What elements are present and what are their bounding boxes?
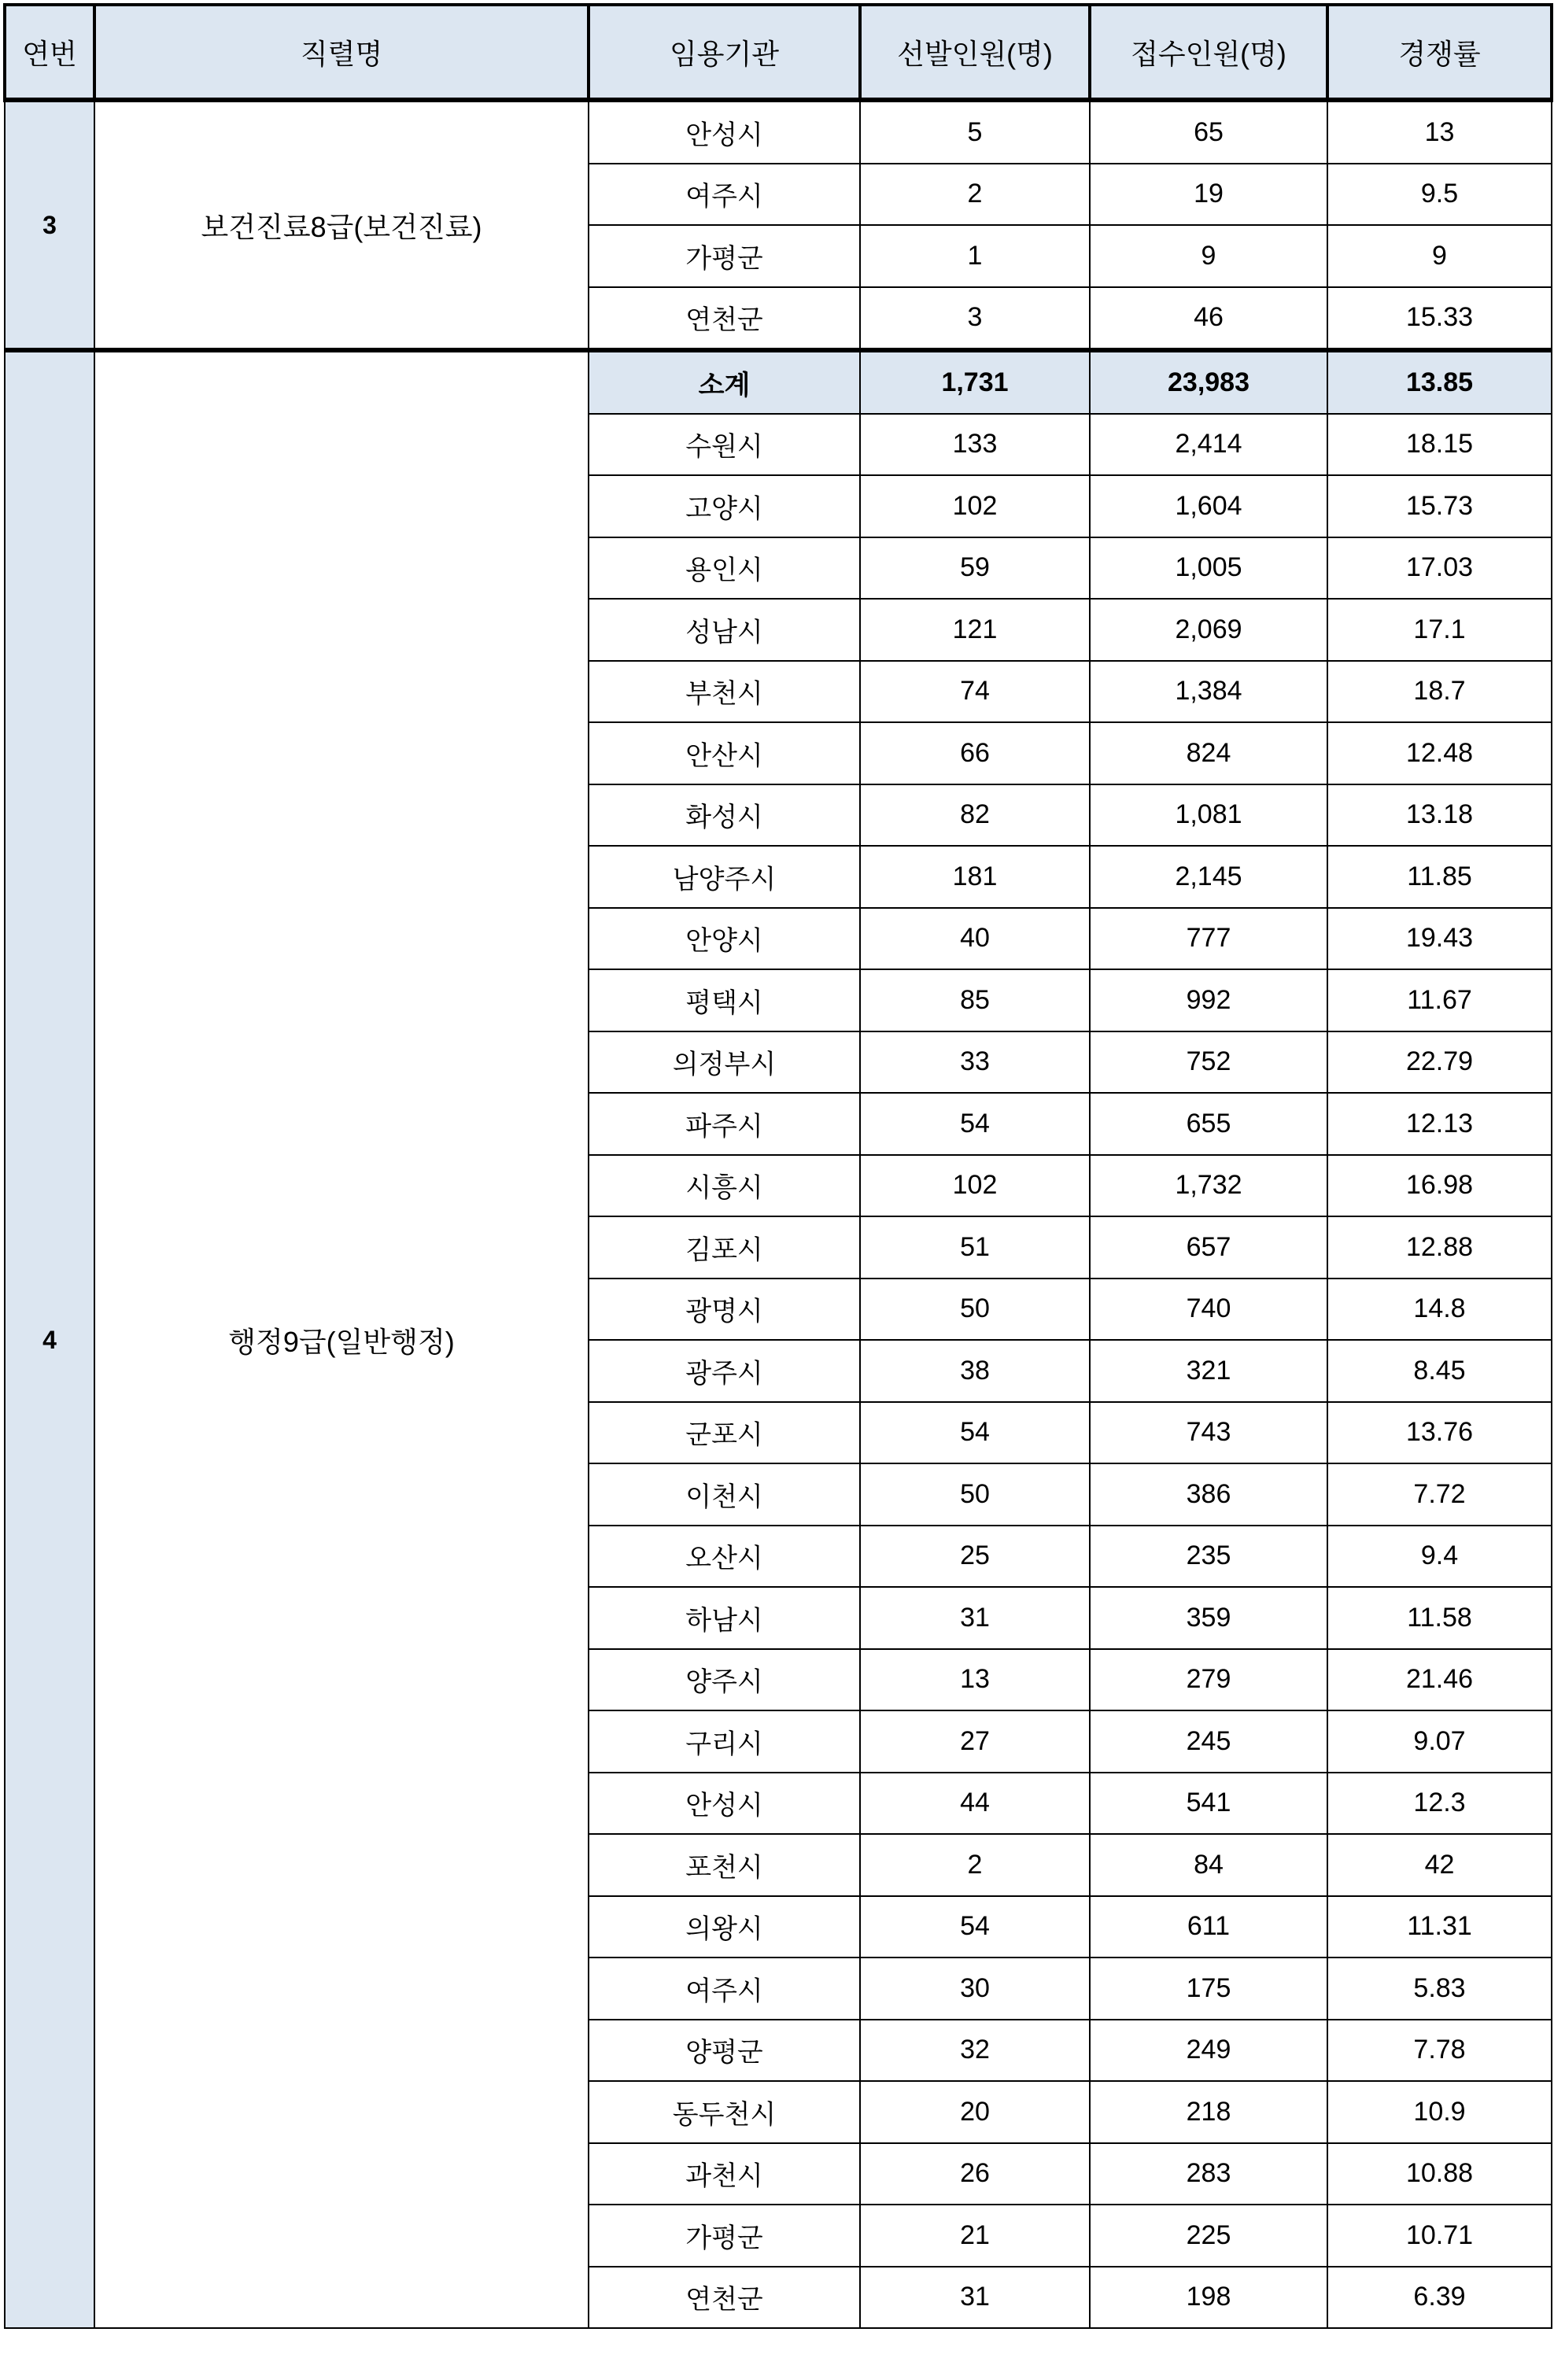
rate-cell: 14.8: [1327, 1279, 1552, 1341]
applicants-cell: 740: [1090, 1279, 1327, 1341]
agency-cell: 광명시: [589, 1279, 860, 1341]
applicants-cell: 235: [1090, 1526, 1327, 1588]
selected-cell: 33: [860, 1031, 1090, 1094]
header-serial-number: 연번: [5, 5, 94, 100]
rate-cell: 9.5: [1327, 164, 1552, 226]
header-competition-rate: 경쟁률: [1327, 5, 1552, 100]
agency-cell: 화성시: [589, 784, 860, 847]
selected-cell: 26: [860, 2143, 1090, 2205]
rate-cell: 9: [1327, 225, 1552, 287]
agency-cell: 의정부시: [589, 1031, 860, 1094]
selected-cell: 5: [860, 100, 1090, 164]
selected-cell: 54: [860, 1402, 1090, 1464]
applicants-cell: 752: [1090, 1031, 1327, 1094]
selected-cell: 3: [860, 287, 1090, 351]
rate-cell: 42: [1327, 1834, 1552, 1896]
rate-cell: 11.85: [1327, 846, 1552, 908]
applicants-cell: 23,983: [1090, 350, 1327, 414]
selected-cell: 2: [860, 164, 1090, 226]
rate-cell: 13.18: [1327, 784, 1552, 847]
selected-cell: 31: [860, 1587, 1090, 1649]
agency-cell: 연천군: [589, 287, 860, 351]
agency-cell: 오산시: [589, 1526, 860, 1588]
applicants-cell: 1,384: [1090, 661, 1327, 723]
applicants-cell: 175: [1090, 1958, 1327, 2020]
selected-cell: 66: [860, 722, 1090, 784]
rate-cell: 11.31: [1327, 1896, 1552, 1958]
applicants-cell: 359: [1090, 1587, 1327, 1649]
header-job-series: 직렬명: [94, 5, 589, 100]
applicants-cell: 1,604: [1090, 475, 1327, 537]
applicants-cell: 992: [1090, 969, 1327, 1031]
rate-cell: 9.07: [1327, 1710, 1552, 1773]
applicants-cell: 2,145: [1090, 846, 1327, 908]
applicants-cell: 743: [1090, 1402, 1327, 1464]
applicants-cell: 655: [1090, 1093, 1327, 1155]
agency-cell: 양평군: [589, 2020, 860, 2082]
applicants-cell: 46: [1090, 287, 1327, 351]
rate-cell: 17.1: [1327, 599, 1552, 661]
rate-cell: 10.9: [1327, 2081, 1552, 2143]
applicants-cell: 218: [1090, 2081, 1327, 2143]
job-series-cell: 보건진료8급(보건진료): [94, 100, 589, 350]
selected-cell: 133: [860, 414, 1090, 476]
rate-cell: 22.79: [1327, 1031, 1552, 1094]
selected-cell: 21: [860, 2205, 1090, 2267]
agency-cell: 여주시: [589, 164, 860, 226]
rate-cell: 12.3: [1327, 1773, 1552, 1835]
agency-cell: 안성시: [589, 1773, 860, 1835]
agency-cell: 구리시: [589, 1710, 860, 1773]
rate-cell: 15.33: [1327, 287, 1552, 351]
selected-cell: 51: [860, 1216, 1090, 1279]
agency-cell: 이천시: [589, 1463, 860, 1526]
rate-cell: 10.71: [1327, 2205, 1552, 2267]
selected-cell: 40: [860, 908, 1090, 970]
rate-cell: 18.7: [1327, 661, 1552, 723]
selected-cell: 85: [860, 969, 1090, 1031]
agency-cell: 여주시: [589, 1958, 860, 2020]
selected-cell: 102: [860, 1155, 1090, 1217]
rate-cell: 6.39: [1327, 2267, 1552, 2329]
selected-cell: 82: [860, 784, 1090, 847]
applicants-cell: 65: [1090, 100, 1327, 164]
selected-cell: 25: [860, 1526, 1090, 1588]
table-body: [5, 100, 1552, 2328]
applicants-cell: 386: [1090, 1463, 1327, 1526]
rate-cell: 13: [1327, 100, 1552, 164]
selected-cell: 44: [860, 1773, 1090, 1835]
competition-rate-table: [3, 3, 1553, 2329]
applicants-cell: 19: [1090, 164, 1327, 226]
agency-cell: 포천시: [589, 1834, 860, 1896]
agency-cell: 파주시: [589, 1093, 860, 1155]
rate-cell: 17.03: [1327, 537, 1552, 600]
selected-cell: 181: [860, 846, 1090, 908]
applicants-cell: 84: [1090, 1834, 1327, 1896]
header-applicant-count: 접수인원(명): [1090, 5, 1327, 100]
rate-cell: 5.83: [1327, 1958, 1552, 2020]
agency-cell: 동두천시: [589, 2081, 860, 2143]
agency-cell: 소계: [589, 350, 860, 414]
applicants-cell: 249: [1090, 2020, 1327, 2082]
header-appointing-agency: 임용기관: [589, 5, 860, 100]
agency-cell: 성남시: [589, 599, 860, 661]
applicants-cell: 2,069: [1090, 599, 1327, 661]
rate-cell: 12.88: [1327, 1216, 1552, 1279]
applicants-cell: 225: [1090, 2205, 1327, 2267]
rate-cell: 11.58: [1327, 1587, 1552, 1649]
applicants-cell: 321: [1090, 1340, 1327, 1402]
applicants-cell: 2,414: [1090, 414, 1327, 476]
rate-cell: 16.98: [1327, 1155, 1552, 1217]
agency-cell: 양주시: [589, 1649, 860, 1711]
subtotal-row: [5, 350, 1552, 414]
selected-cell: 31: [860, 2267, 1090, 2329]
agency-cell: 의왕시: [589, 1896, 860, 1958]
agency-cell: 부천시: [589, 661, 860, 723]
rate-cell: 10.88: [1327, 2143, 1552, 2205]
applicants-cell: 279: [1090, 1649, 1327, 1711]
job-series-cell: 행정9급(일반행정): [94, 350, 589, 2328]
serial-number-cell: 4: [5, 350, 94, 2328]
applicants-cell: 9: [1090, 225, 1327, 287]
rate-cell: 8.45: [1327, 1340, 1552, 1402]
rate-cell: 18.15: [1327, 414, 1552, 476]
agency-cell: 용인시: [589, 537, 860, 600]
selected-cell: 30: [860, 1958, 1090, 2020]
applicants-cell: 824: [1090, 722, 1327, 784]
agency-cell: 가평군: [589, 225, 860, 287]
selected-cell: 38: [860, 1340, 1090, 1402]
table-header: [5, 5, 1552, 100]
applicants-cell: 1,081: [1090, 784, 1327, 847]
rate-cell: 12.13: [1327, 1093, 1552, 1155]
agency-cell: 연천군: [589, 2267, 860, 2329]
applicants-cell: 283: [1090, 2143, 1327, 2205]
agency-cell: 김포시: [589, 1216, 860, 1279]
selected-cell: 2: [860, 1834, 1090, 1896]
rate-cell: 7.72: [1327, 1463, 1552, 1526]
header-selected-count: 선발인원(명): [860, 5, 1090, 100]
selected-cell: 50: [860, 1463, 1090, 1526]
agency-cell: 고양시: [589, 475, 860, 537]
selected-cell: 27: [860, 1710, 1090, 1773]
rate-cell: 13.85: [1327, 350, 1552, 414]
selected-cell: 102: [860, 475, 1090, 537]
applicants-cell: 198: [1090, 2267, 1327, 2329]
agency-cell: 평택시: [589, 969, 860, 1031]
rate-cell: 15.73: [1327, 475, 1552, 537]
agency-cell: 안산시: [589, 722, 860, 784]
agency-cell: 군포시: [589, 1402, 860, 1464]
agency-cell: 수원시: [589, 414, 860, 476]
selected-cell: 20: [860, 2081, 1090, 2143]
agency-cell: 남양주시: [589, 846, 860, 908]
agency-cell: 하남시: [589, 1587, 860, 1649]
selected-cell: 74: [860, 661, 1090, 723]
agency-cell: 안양시: [589, 908, 860, 970]
agency-cell: 안성시: [589, 100, 860, 164]
rate-cell: 21.46: [1327, 1649, 1552, 1711]
agency-cell: 시흥시: [589, 1155, 860, 1217]
selected-cell: 1: [860, 225, 1090, 287]
rate-cell: 7.78: [1327, 2020, 1552, 2082]
selected-cell: 1,731: [860, 350, 1090, 414]
rate-cell: 19.43: [1327, 908, 1552, 970]
applicants-cell: 611: [1090, 1896, 1327, 1958]
selected-cell: 59: [860, 537, 1090, 600]
serial-number-cell: 3: [5, 100, 94, 350]
applicants-cell: 1,005: [1090, 537, 1327, 600]
agency-cell: 과천시: [589, 2143, 860, 2205]
agency-cell: 가평군: [589, 2205, 860, 2267]
selected-cell: 54: [860, 1093, 1090, 1155]
applicants-cell: 1,732: [1090, 1155, 1327, 1217]
selected-cell: 32: [860, 2020, 1090, 2082]
selected-cell: 50: [860, 1279, 1090, 1341]
table-row: [5, 100, 1552, 164]
header-row: [5, 5, 1552, 100]
applicants-cell: 245: [1090, 1710, 1327, 1773]
selected-cell: 13: [860, 1649, 1090, 1711]
rate-cell: 11.67: [1327, 969, 1552, 1031]
rate-cell: 12.48: [1327, 722, 1552, 784]
rate-cell: 9.4: [1327, 1526, 1552, 1588]
applicants-cell: 777: [1090, 908, 1327, 970]
selected-cell: 54: [860, 1896, 1090, 1958]
applicants-cell: 541: [1090, 1773, 1327, 1835]
agency-cell: 광주시: [589, 1340, 860, 1402]
rate-cell: 13.76: [1327, 1402, 1552, 1464]
selected-cell: 121: [860, 599, 1090, 661]
applicants-cell: 657: [1090, 1216, 1327, 1279]
